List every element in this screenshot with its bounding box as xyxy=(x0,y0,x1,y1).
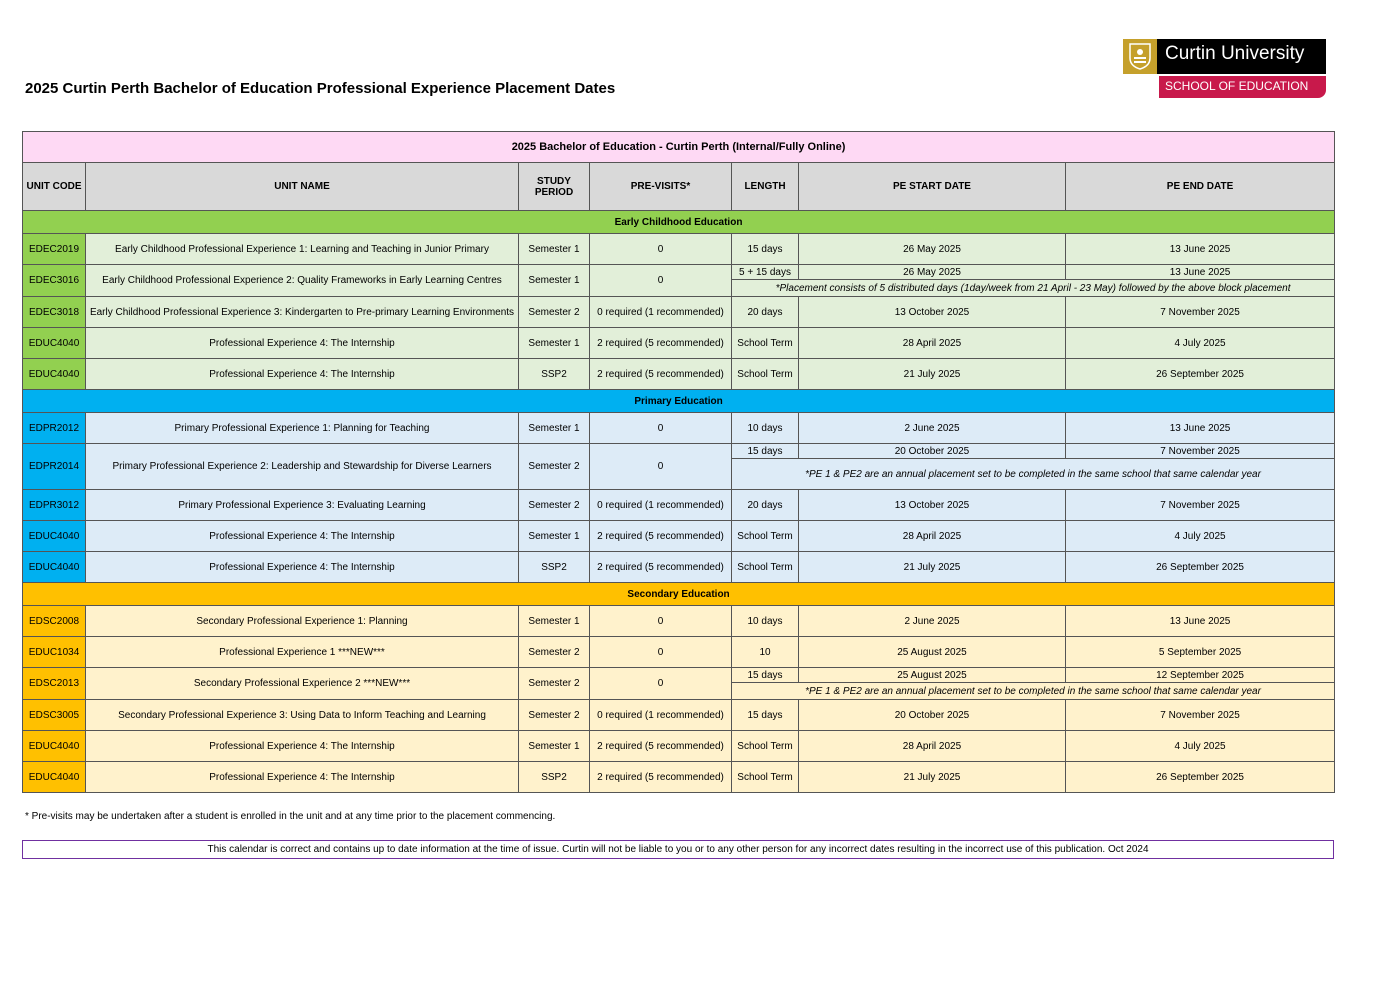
unit-code-cell: EDUC4040 xyxy=(23,328,86,359)
study-period-cell: Semester 1 xyxy=(519,328,590,359)
length-cell: 15 days xyxy=(732,234,799,265)
end-date-cell: 12 September 2025 xyxy=(1066,668,1335,683)
pre-visits-cell: 2 required (5 recommended) xyxy=(590,731,732,762)
table-banner-row xyxy=(23,132,1335,163)
unit-name-cell: Early Childhood Professional Experience 2: Quality Frameworks in Early Learning Centres xyxy=(86,265,519,297)
end-date-cell: 4 July 2025 xyxy=(1066,731,1335,762)
start-date-cell: 13 October 2025 xyxy=(799,490,1066,521)
unit-code-cell: EDEC2019 xyxy=(23,234,86,265)
disclaimer: This calendar is correct and contains up to date information at the time of issue. Curtin will not be liable to you or to any other person for any incorrect dates resulting in the incorrect use of this publication. Oct 2024 xyxy=(22,840,1334,859)
study-period-cell: Semester 1 xyxy=(519,731,590,762)
unit-name-cell: Professional Experience 1 ***NEW*** xyxy=(86,637,519,668)
placement-note-cell: *Placement consists of 5 distributed days (1day/week from 21 April - 23 May) followed by the above block placement xyxy=(732,280,1335,297)
table-row xyxy=(23,731,1335,762)
placement-note-cell: *PE 1 & PE2 are an annual placement set to be completed in the same school that same calendar year xyxy=(732,683,1335,700)
unit-name-cell: Professional Experience 4: The Internship xyxy=(86,731,519,762)
length-cell: School Term xyxy=(732,521,799,552)
study-period-cell: SSP2 xyxy=(519,762,590,793)
pre-visits-cell: 2 required (5 recommended) xyxy=(590,762,732,793)
logo-school-name: SCHOOL OF EDUCATION xyxy=(1165,79,1309,93)
pre-visits-cell: 2 required (5 recommended) xyxy=(590,359,732,390)
unit-code-cell: EDUC4040 xyxy=(23,552,86,583)
length-cell: School Term xyxy=(732,359,799,390)
table-row xyxy=(23,668,1335,683)
pre-visits-cell: 0 xyxy=(590,234,732,265)
logo-bar xyxy=(1123,39,1326,74)
table-row xyxy=(23,234,1335,265)
study-period-cell: Semester 2 xyxy=(519,444,590,490)
table-row xyxy=(23,700,1335,731)
unit-code-cell: EDPR2014 xyxy=(23,444,86,490)
length-cell: School Term xyxy=(732,552,799,583)
unit-code-cell: EDUC4040 xyxy=(23,731,86,762)
unit-code-cell: EDPR2012 xyxy=(23,413,86,444)
table-row xyxy=(23,413,1335,444)
document-title: 2025 Curtin Perth Bachelor of Education Professional Experience Placement Dates xyxy=(25,80,616,97)
start-date-cell: 28 April 2025 xyxy=(799,521,1066,552)
pre-visits-cell: 0 xyxy=(590,637,732,668)
table-row xyxy=(23,521,1335,552)
col-header-length: LENGTH xyxy=(732,163,799,211)
start-date-cell: 25 August 2025 xyxy=(799,637,1066,668)
unit-name-cell: Secondary Professional Experience 1: Planning xyxy=(86,606,519,637)
start-date-cell: 20 October 2025 xyxy=(799,700,1066,731)
table-row xyxy=(23,297,1335,328)
col-header-unit-name: UNIT NAME xyxy=(86,163,519,211)
table-row xyxy=(23,328,1335,359)
table-row xyxy=(23,444,1335,459)
unit-name-cell: Early Childhood Professional Experience 3: Kindergarten to Pre-primary Learning Environments xyxy=(86,297,519,328)
pre-visits-cell: 0 required (1 recommended) xyxy=(590,297,732,328)
study-period-cell: Semester 2 xyxy=(519,490,590,521)
end-date-cell: 4 July 2025 xyxy=(1066,521,1335,552)
table-row xyxy=(23,606,1335,637)
start-date-cell: 28 April 2025 xyxy=(799,731,1066,762)
section-title: Early Childhood Education xyxy=(23,211,1335,234)
placement-table xyxy=(22,131,1335,793)
end-date-cell: 4 July 2025 xyxy=(1066,328,1335,359)
study-period-cell: Semester 1 xyxy=(519,234,590,265)
table-row xyxy=(23,359,1335,390)
start-date-cell: 20 October 2025 xyxy=(799,444,1066,459)
table-row xyxy=(23,762,1335,793)
end-date-cell: 26 September 2025 xyxy=(1066,552,1335,583)
end-date-cell: 26 September 2025 xyxy=(1066,359,1335,390)
unit-code-cell: EDUC4040 xyxy=(23,521,86,552)
end-date-cell: 13 June 2025 xyxy=(1066,606,1335,637)
length-cell: 15 days xyxy=(732,444,799,459)
table-row xyxy=(23,265,1335,280)
pre-visits-cell: 0 xyxy=(590,413,732,444)
study-period-cell: Semester 1 xyxy=(519,606,590,637)
pre-visits-cell: 0 xyxy=(590,606,732,637)
table-row xyxy=(23,490,1335,521)
start-date-cell: 21 July 2025 xyxy=(799,552,1066,583)
col-header-pre-visits: PRE-VISITS* xyxy=(590,163,732,211)
end-date-cell: 13 June 2025 xyxy=(1066,234,1335,265)
start-date-cell: 13 October 2025 xyxy=(799,297,1066,328)
table-banner: 2025 Bachelor of Education - Curtin Perth (Internal/Fully Online) xyxy=(23,132,1335,163)
table-header-row xyxy=(23,163,1335,211)
pre-visits-cell: 0 xyxy=(590,265,732,297)
unit-code-cell: EDEC3016 xyxy=(23,265,86,297)
unit-name-cell: Professional Experience 4: The Internship xyxy=(86,359,519,390)
unit-code-cell: EDUC4040 xyxy=(23,762,86,793)
placement-note-cell: *PE 1 & PE2 are an annual placement set to be completed in the same school that same calendar year xyxy=(732,459,1335,490)
table-row xyxy=(23,637,1335,668)
end-date-cell: 5 September 2025 xyxy=(1066,637,1335,668)
pre-visits-cell: 0 required (1 recommended) xyxy=(590,490,732,521)
table-row xyxy=(23,552,1335,583)
section-title: Primary Education xyxy=(23,390,1335,413)
unit-name-cell: Primary Professional Experience 2: Leadership and Stewardship for Diverse Learners xyxy=(86,444,519,490)
unit-code-cell: EDSC2013 xyxy=(23,668,86,700)
start-date-cell: 28 April 2025 xyxy=(799,328,1066,359)
unit-name-cell: Professional Experience 4: The Internship xyxy=(86,762,519,793)
footnote: * Pre-visits may be undertaken after a student is enrolled in the unit and at any time prior to the placement commencing. xyxy=(25,811,556,822)
study-period-cell: Semester 1 xyxy=(519,521,590,552)
study-period-cell: SSP2 xyxy=(519,552,590,583)
pre-visits-cell: 0 required (1 recommended) xyxy=(590,700,732,731)
unit-code-cell: EDUC1034 xyxy=(23,637,86,668)
length-cell: 20 days xyxy=(732,490,799,521)
study-period-cell: Semester 2 xyxy=(519,637,590,668)
length-cell: School Term xyxy=(732,762,799,793)
study-period-cell: Semester 2 xyxy=(519,668,590,700)
unit-code-cell: EDSC2008 xyxy=(23,606,86,637)
end-date-cell: 13 June 2025 xyxy=(1066,265,1335,280)
study-period-cell: Semester 2 xyxy=(519,297,590,328)
crest-icon xyxy=(1123,39,1157,74)
unit-code-cell: EDEC3018 xyxy=(23,297,86,328)
study-period-cell: Semester 2 xyxy=(519,700,590,731)
curtin-logo xyxy=(1123,39,1326,98)
length-cell: 20 days xyxy=(732,297,799,328)
start-date-cell: 26 May 2025 xyxy=(799,234,1066,265)
unit-name-cell: Secondary Professional Experience 3: Using Data to Inform Teaching and Learning xyxy=(86,700,519,731)
start-date-cell: 25 August 2025 xyxy=(799,668,1066,683)
logo-university-name: Curtin University xyxy=(1165,43,1305,64)
end-date-cell: 7 November 2025 xyxy=(1066,444,1335,459)
length-cell: 15 days xyxy=(732,668,799,683)
end-date-cell: 7 November 2025 xyxy=(1066,297,1335,328)
unit-code-cell: EDUC4040 xyxy=(23,359,86,390)
pre-visits-cell: 0 xyxy=(590,668,732,700)
col-header-end-date: PE END DATE xyxy=(1066,163,1335,211)
pre-visits-cell: 0 xyxy=(590,444,732,490)
length-cell: 10 days xyxy=(732,606,799,637)
start-date-cell: 21 July 2025 xyxy=(799,762,1066,793)
pre-visits-cell: 2 required (5 recommended) xyxy=(590,328,732,359)
start-date-cell: 2 June 2025 xyxy=(799,413,1066,444)
study-period-cell: Semester 1 xyxy=(519,413,590,444)
logo-school-bar xyxy=(1159,76,1326,98)
study-period-cell: Semester 1 xyxy=(519,265,590,297)
col-header-study-period: STUDY PERIOD xyxy=(519,163,590,211)
pre-visits-cell: 2 required (5 recommended) xyxy=(590,552,732,583)
end-date-cell: 13 June 2025 xyxy=(1066,413,1335,444)
unit-name-cell: Professional Experience 4: The Internship xyxy=(86,521,519,552)
unit-code-cell: EDSC3005 xyxy=(23,700,86,731)
section-header-secondary xyxy=(23,583,1335,606)
pre-visits-cell: 2 required (5 recommended) xyxy=(590,521,732,552)
unit-name-cell: Primary Professional Experience 1: Planning for Teaching xyxy=(86,413,519,444)
section-header-primary xyxy=(23,390,1335,413)
section-title: Secondary Education xyxy=(23,583,1335,606)
start-date-cell: 26 May 2025 xyxy=(799,265,1066,280)
unit-name-cell: Early Childhood Professional Experience 1: Learning and Teaching in Junior Primary xyxy=(86,234,519,265)
unit-name-cell: Professional Experience 4: The Internship xyxy=(86,552,519,583)
end-date-cell: 26 September 2025 xyxy=(1066,762,1335,793)
unit-name-cell: Secondary Professional Experience 2 ***NEW*** xyxy=(86,668,519,700)
unit-name-cell: Professional Experience 4: The Internship xyxy=(86,328,519,359)
study-period-cell: SSP2 xyxy=(519,359,590,390)
end-date-cell: 7 November 2025 xyxy=(1066,490,1335,521)
length-cell: 15 days xyxy=(732,700,799,731)
unit-code-cell: EDPR3012 xyxy=(23,490,86,521)
start-date-cell: 21 July 2025 xyxy=(799,359,1066,390)
end-date-cell: 7 November 2025 xyxy=(1066,700,1335,731)
length-cell: 5 + 15 days xyxy=(732,265,799,280)
unit-name-cell: Primary Professional Experience 3: Evaluating Learning xyxy=(86,490,519,521)
length-cell: School Term xyxy=(732,328,799,359)
section-header-early-childhood xyxy=(23,211,1335,234)
length-cell: 10 days xyxy=(732,413,799,444)
start-date-cell: 2 June 2025 xyxy=(799,606,1066,637)
length-cell: 10 xyxy=(732,637,799,668)
length-cell: School Term xyxy=(732,731,799,762)
col-header-unit-code: UNIT CODE xyxy=(23,163,86,211)
col-header-start-date: PE START DATE xyxy=(799,163,1066,211)
